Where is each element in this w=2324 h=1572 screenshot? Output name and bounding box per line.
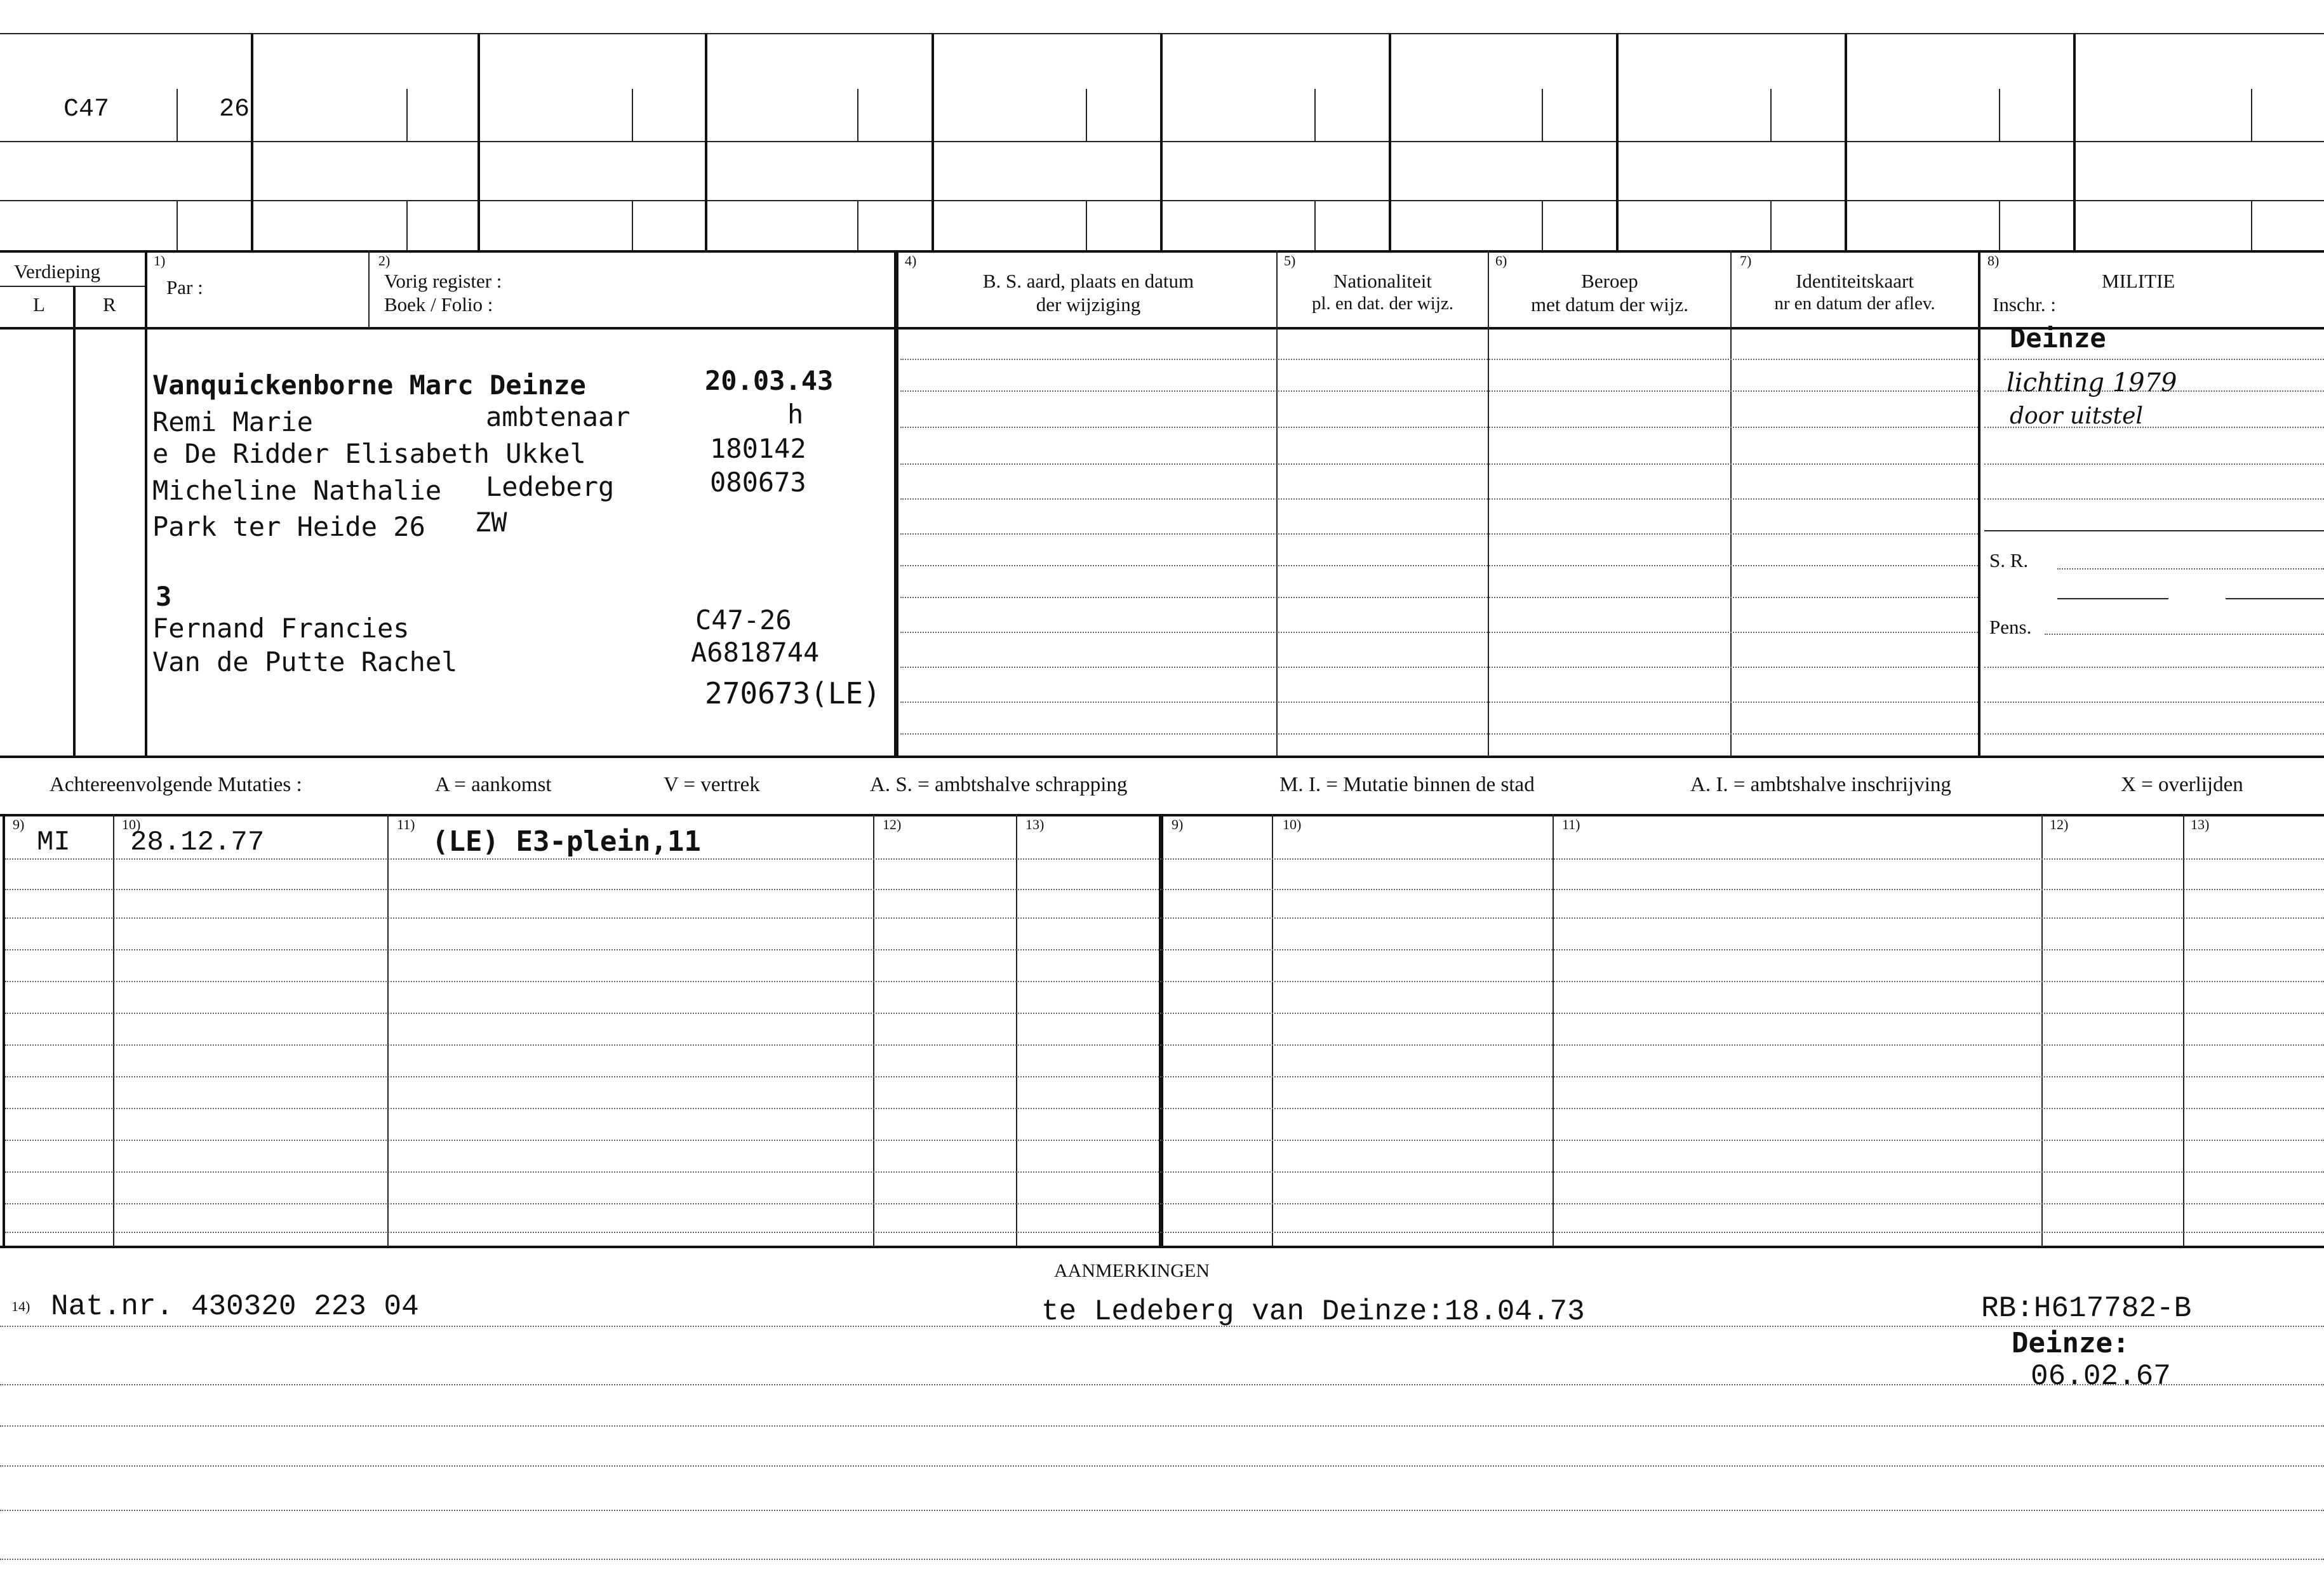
mut-col-12-number: 12) — [883, 816, 902, 832]
mutation-address: (LE) E3-plein,11 — [432, 825, 701, 858]
nationaliteit-header-line2: pl. en dat. der wijz. — [1311, 293, 1454, 314]
legend-title: Achtereenvolgende Mutaties : — [50, 773, 302, 796]
person-line-1-name: Vanquickenborne Marc Deinze — [152, 370, 586, 401]
person-line-3-code: 180142 — [710, 433, 806, 464]
remarks-title: AANMERKINGEN — [1054, 1260, 1210, 1281]
mut-col-13-number: 13) — [1025, 816, 1045, 832]
col-2-number: 2) — [378, 253, 391, 269]
mutation-type: MI — [37, 827, 70, 858]
par-header: Par : — [166, 276, 203, 298]
mut-col-9-number: 9) — [13, 816, 25, 832]
mut-col-10b-number: 10) — [1283, 816, 1302, 832]
pens-label: Pens. — [1989, 616, 2032, 638]
person-line-2-mark: h — [787, 399, 804, 430]
mut-col-11-number: 11) — [397, 816, 415, 832]
remarks-place: Deinze: — [2012, 1327, 2130, 1359]
militie-handwritten-lichting: lichting 1979 — [2007, 368, 2177, 397]
person-line-8-code: A6818744 — [691, 637, 820, 668]
legend-ambtshalve-inschrijving: A. I. = ambtshalve inschrijving — [1690, 773, 1951, 796]
col-5-number: 5) — [1284, 253, 1296, 269]
person-line-3-name: e De Ridder Elisabeth Ukkel — [152, 438, 586, 469]
militie-header: MILITIE — [2102, 270, 2175, 292]
mut-col-13b-number: 13) — [2191, 816, 2210, 832]
vorig-register-header: Vorig register : — [384, 270, 502, 292]
mut-col-11b-number: 11) — [1562, 816, 1580, 832]
verdieping-header: Verdieping — [14, 260, 101, 283]
boek-folio-header: Boek / Folio : — [384, 293, 493, 316]
legend-mutatie-binnen-stad: M. I. = Mutatie binnen de stad — [1279, 773, 1535, 796]
remarks-number: 14) — [11, 1298, 30, 1314]
person-line-2-name: Remi Marie — [152, 406, 313, 437]
card-number: 26 — [219, 95, 250, 124]
legend-aankomst: A = aankomst — [435, 773, 552, 796]
person-line-4-name: Micheline Nathalie — [152, 475, 442, 506]
person-line-8-name: Van de Putte Rachel — [152, 646, 458, 677]
legend-vertrek: V = vertrek — [664, 773, 760, 796]
remarks-national-number: Nat.nr. 430320 223 04 — [51, 1290, 419, 1323]
person-line-7-code: C47-26 — [695, 604, 792, 636]
col-1-number: 1) — [154, 253, 166, 269]
militie-handwritten-uitstel: door uitstel — [2010, 403, 2143, 429]
card-code: C47 — [63, 95, 110, 124]
militie-place: Deinze — [2010, 323, 2106, 354]
inschr-label: Inschr. : — [1993, 293, 2056, 316]
person-line-9-code: 270673(LE) — [705, 676, 881, 710]
nationaliteit-header-line1: Nationaliteit — [1333, 270, 1432, 292]
person-line-1-date: 20.03.43 — [705, 365, 834, 396]
beroep-header-line1: Beroep — [1581, 270, 1638, 292]
col-8-number: 8) — [1987, 253, 2000, 269]
mutation-date: 28.12.77 — [130, 827, 265, 858]
bs-header-line1: B. S. aard, plaats en datum — [982, 270, 1194, 292]
col-7-number: 7) — [1740, 253, 1752, 269]
bs-header-line2: der wijziging — [1036, 293, 1141, 316]
legend-overlijden: X = overlijden — [2121, 773, 2243, 796]
remarks-rb-number: RB:H617782-B — [1981, 1292, 2192, 1325]
r-header: R — [103, 293, 116, 316]
person-line-2-job: ambtenaar — [486, 401, 631, 432]
person-line-6: 3 — [156, 581, 172, 612]
person-line-5-mark: ZW — [475, 507, 507, 538]
person-line-4-code: 080673 — [710, 467, 806, 498]
l-header: L — [33, 293, 45, 316]
remarks-origin: te Ledeberg van Deinze:18.04.73 — [1041, 1295, 1585, 1328]
col-4-number: 4) — [905, 253, 917, 269]
identiteitskaart-header-line1: Identiteitskaart — [1796, 270, 1914, 292]
person-line-4-place: Ledeberg — [486, 471, 615, 502]
person-line-7-name: Fernand Francies — [152, 613, 410, 644]
sr-label: S. R. — [1989, 549, 2029, 571]
mut-col-12b-number: 12) — [2050, 816, 2069, 832]
beroep-header-line2: met datum der wijz. — [1531, 293, 1688, 316]
mut-col-9b-number: 9) — [1172, 816, 1184, 832]
col-6-number: 6) — [1495, 253, 1507, 269]
mut-col-10-number: 10) — [122, 816, 141, 832]
remarks-date: 06.02.67 — [2031, 1360, 2171, 1393]
person-line-5-address: Park ter Heide 26 — [152, 511, 425, 542]
identiteitskaart-header-line2: nr en datum der aflev. — [1774, 293, 1935, 314]
legend-ambtshalve-schrapping: A. S. = ambtshalve schrapping — [870, 773, 1128, 796]
